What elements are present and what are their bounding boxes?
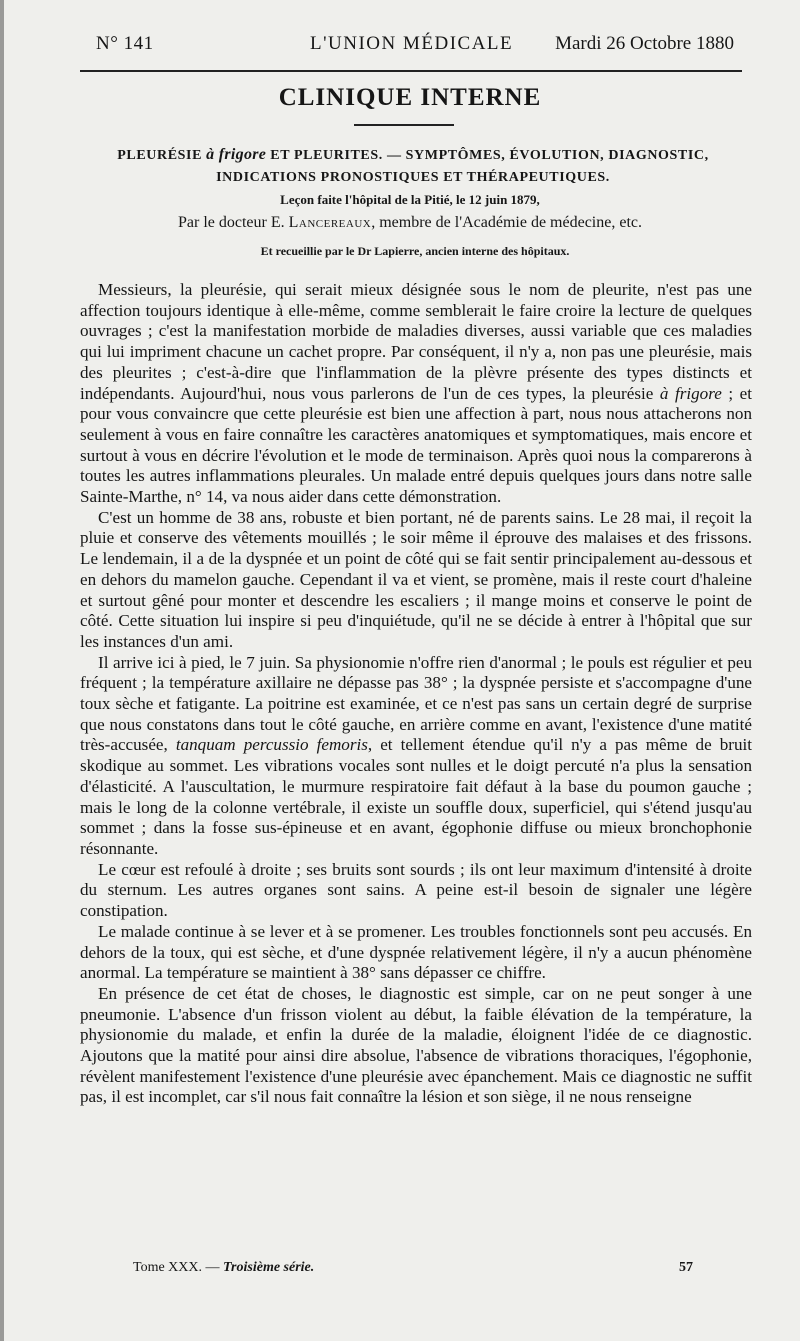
page-number: 57 [679, 1260, 693, 1275]
paragraph-1-text-a: Messieurs, la pleurésie, qui serait mieux désignée sous le nom de pleurite, n'est pas une affection toujours identique à elle-même, comme semblerait le faire croire la lecture de quelques ouvrages ; c'est la manifestation morbide de maladies diverses, aussi variable que ces maladies qui lui impriment chacune un cachet propre. Par conséquent, il n'y a, non pas une pleurésie, mais des pleurites ; c'est-à-dire que l'inflammation de la plèvre présente des types distincts et indépendants. Aujourd'hui, nous vous parlerons de l'un de ces types, la pleurésie [80, 280, 752, 403]
author-prefix: Par le docteur E. [178, 214, 289, 231]
paragraph-1 [80, 280, 752, 508]
journal-title: L'UNION MÉDICALE [310, 33, 514, 54]
footer-tome: Tome XXX. — [133, 1260, 224, 1275]
page-footer [133, 1260, 693, 1282]
paragraph-3 [80, 653, 752, 860]
author-line [0, 214, 800, 232]
lecture-note: Leçon faite l'hôpital de la Pitié, le 12 juin 1879, [280, 192, 540, 207]
paragraph-1-text-b: ; et pour vous convaincre que cette pleurésie est bien une affection à part, nous nous attacherons non seulement à vous en faire connaître les caractères anatomiques et symptomatiques, mais encore et surtout à vous en décrire l'évolution et le mode de terminaison. Après quoi nous la comparerons à toutes les autres inflammations pleurales. Un malade entré depuis quelques jours dans notre salle Sainte-Marthe, n° 14, va nous aider dans cette démonstration. [80, 383, 752, 507]
header-rule [80, 70, 742, 72]
footer-volume [133, 1260, 314, 1276]
collected-by-line [0, 244, 800, 259]
paragraph-4: Le cœur est refoulé à droite ; ses bruits sont sourds ; ils ont leur maximum d'intensité à droite du sternum. Les autres organes sont sains. A peine est-il besoin de signaler une légère constipation. [80, 859, 752, 921]
author-name: Lancereaux [288, 214, 372, 231]
paragraph-3-text-b: , et tellement étendue qu'il n'y a pas même de bruit skodique au sommet. Les vibrations vocales sont nulles et le doigt percuté n'a plus la sensation d'élasticité. A l'auscultation, le murmure respiratoire fait défaut à la base du poumon gauche ; mais le long de la colonne vertébrale, il existe un souffle doux, superficiel, qui s'étend jusqu'au sommet ; dans la fosse sus-épineuse et en avant, égophonie diffuse ou mieux bronchophonie résonnante. [80, 735, 753, 858]
article-title-italic: à frigore [206, 146, 267, 163]
issue-date: Mardi 26 Octobre 1880 [555, 33, 734, 54]
running-header [96, 33, 734, 59]
article-title [90, 144, 736, 189]
paragraph-3-italic: tanquam percussio femoris [175, 735, 368, 755]
article-title-part1: PLEURÉSIE [117, 148, 207, 163]
paragraph-6: En présence de cet état de choses, le diagnostic est simple, car on ne peut songer à une pneumonie. L'absence d'un frisson violent au début, la faible élévation de la température, la physionomie du malade, et enfin la durée de la maladie, éloignent l'idée de ce diagnostic. Ajoutons que la matité pour ainsi dire absolue, l'absence de vibrations thoraciques, l'égophonie, révèlent manifestement l'existence d'une pleurésie avec épanchement. Mais ce diagnostic ne suffit pas, il est incomplet, car s'il nous fait connaître la lésion et son siège, il ne nous renseigne [80, 983, 752, 1107]
collected-name: Lapierre [374, 244, 420, 258]
collected-suffix: , ancien interne des hôpitaux. [419, 244, 570, 258]
issue-number: N° 141 [96, 33, 154, 54]
paragraph-5: Le malade continue à se lever et à se promener. Les troubles fonctionnels sont peu accusés. En dehors de la toux, qui est sèche, et d'une dyspnée relativement légère, il n'y a aucun phénomène anormal. La température se maintient à 38° sans dépasser ce chiffre. [80, 921, 752, 983]
collected-prefix: Et recueillie par le Dr [260, 244, 375, 258]
article-body [80, 280, 752, 1108]
author-suffix: , membre de l'Académie de médecine, etc. [371, 214, 642, 231]
paragraph-1-italic: à frigore [659, 383, 722, 403]
section-title: CLINIQUE INTERNE [278, 84, 542, 111]
paragraph-3-text-a: Il arrive ici à pied, le 7 juin. Sa physionomie n'offre rien d'anormal ; le pouls est régulier et peu fréquent ; la température axillaire ne dépasse pas 38° ; la dyspnée persiste et s'accompagne d'une toux sèche et fatigante. La poitrine est examinée, et ce n'est pas sans un certain degré de surprise que nous constatons dans tout le côté gauche, en arrière comme en avant, l'existence d'une matité très-accusée, [80, 652, 752, 755]
footer-series: Troisième série. [223, 1260, 315, 1275]
section-rule [354, 124, 454, 126]
article-title-part2: ET PLEURITES. — SYMPTÔMES, ÉVOLUTION, DIAGNOSTIC, INDICATIONS PRONOSTIQUES ET THÉRAPEUTIQUES. [216, 148, 709, 185]
paragraph-2: C'est un homme de 38 ans, robuste et bien portant, né de parents sains. Le 28 mai, il reçoit la pluie et conserve des vêtements mouillés ; le soir même il éprouve des malaises et des frissons. Le lendemain, il a de la dyspnée et un point de côté qui se fait sentir principalement au-dessous et en dehors du mamelon gauche. Cependant il va et vient, se promène, mais il reste court d'haleine et surtout gêné pour monter et descendre les escaliers ; il mange moins et conserve le point de côté. Cette situation lui inspire si peu d'inquiétude, qu'il ne se décide à entrer à l'hôpital que sur les instances d'un ami. [80, 507, 752, 651]
